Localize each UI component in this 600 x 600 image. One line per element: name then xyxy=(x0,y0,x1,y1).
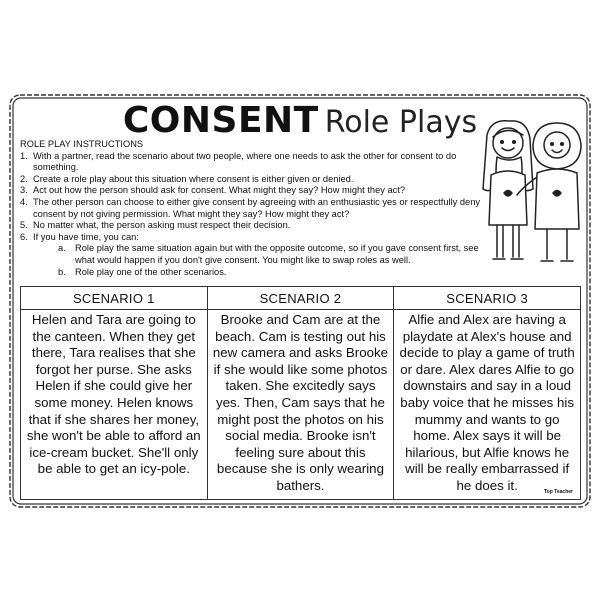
scenario-2-text: Brooke and Cam are at the beach. Cam is testing out his new camera and asks Brooke if she would like some photos taken. She excitedly says yes. Then, Cam says that he might post the photos on his social media. Brooke isn't feeling sure about this because she is only wearing bathers. xyxy=(207,310,394,500)
scenario-3-title: SCENARIO 3 xyxy=(394,287,581,310)
brand-logo: Top Teacher xyxy=(544,489,573,495)
table-header-row xyxy=(21,287,581,310)
instruction-item: 4. The other person can choose to either give consent by agreeing with an enthusiastic yes or respectfully deny consent by not giving permission. What might they say? How might they act? xyxy=(20,196,481,219)
instructions-list xyxy=(20,151,496,279)
instruction-item: 3. Act out how the person should ask for consent. What might they say? How might they act? xyxy=(20,185,406,196)
instruction-item: 1. With a partner, read the scenario about two people, where one needs to ask the other for consent to do something. xyxy=(20,150,457,173)
instruction-item: 6. If you have time, you can: a. Role play the same situation again but with the opposite outcome, so if you gave consent first, see what would happen if you don't give consent. You might like to swap roles as well. b. Role play one of the other scenarios. xyxy=(20,232,496,278)
worksheet-card xyxy=(7,92,593,510)
instruction-item: 2. Create a role play about this situation where consent is either given or denied. xyxy=(20,173,354,184)
title-role-plays: Role Plays xyxy=(324,105,478,140)
two-girls-illustration xyxy=(477,117,587,277)
scenario-3-text: Alfie and Alex are having a playdate at Alex's house and decide to play a game of truth or dare. Alex dares Alfie to go downstairs and say in a loud baby voice that he misses his mummy and wants to go home. Alex says it will be hilarious, but Alfie knows he will be really embarrassed if he does it. xyxy=(394,310,581,500)
instruction-sublist xyxy=(33,243,496,278)
instructions xyxy=(20,139,496,278)
scenario-1-text: Helen and Tara are going to the canteen. When they get there, Tara realises that she forgot her purse. She asks Helen if she could give her some money. Helen knows that if she shares her money, she won't be able to afford an ice-cream bucket. She'll only be able to get an icy-pole. xyxy=(21,310,208,500)
scenario-2-title: SCENARIO 2 xyxy=(207,287,394,310)
instruction-item: 5. No matter what, the person asking must respect their decision. xyxy=(20,220,291,231)
instructions-heading: ROLE PLAY INSTRUCTIONS xyxy=(20,139,144,149)
instruction-subitem: b. Role play one of the other scenarios. xyxy=(58,266,227,277)
scenarios-table xyxy=(20,286,581,500)
table-row xyxy=(21,310,581,500)
title-consent: CONSENT xyxy=(122,100,319,141)
scenario-1-title: SCENARIO 1 xyxy=(21,287,208,310)
instruction-subitem: a. Role play the same situation again but with the opposite outcome, so if you gave consent first, see what would happen if you don't give consent. You might like to swap roles as well. xyxy=(58,243,479,265)
